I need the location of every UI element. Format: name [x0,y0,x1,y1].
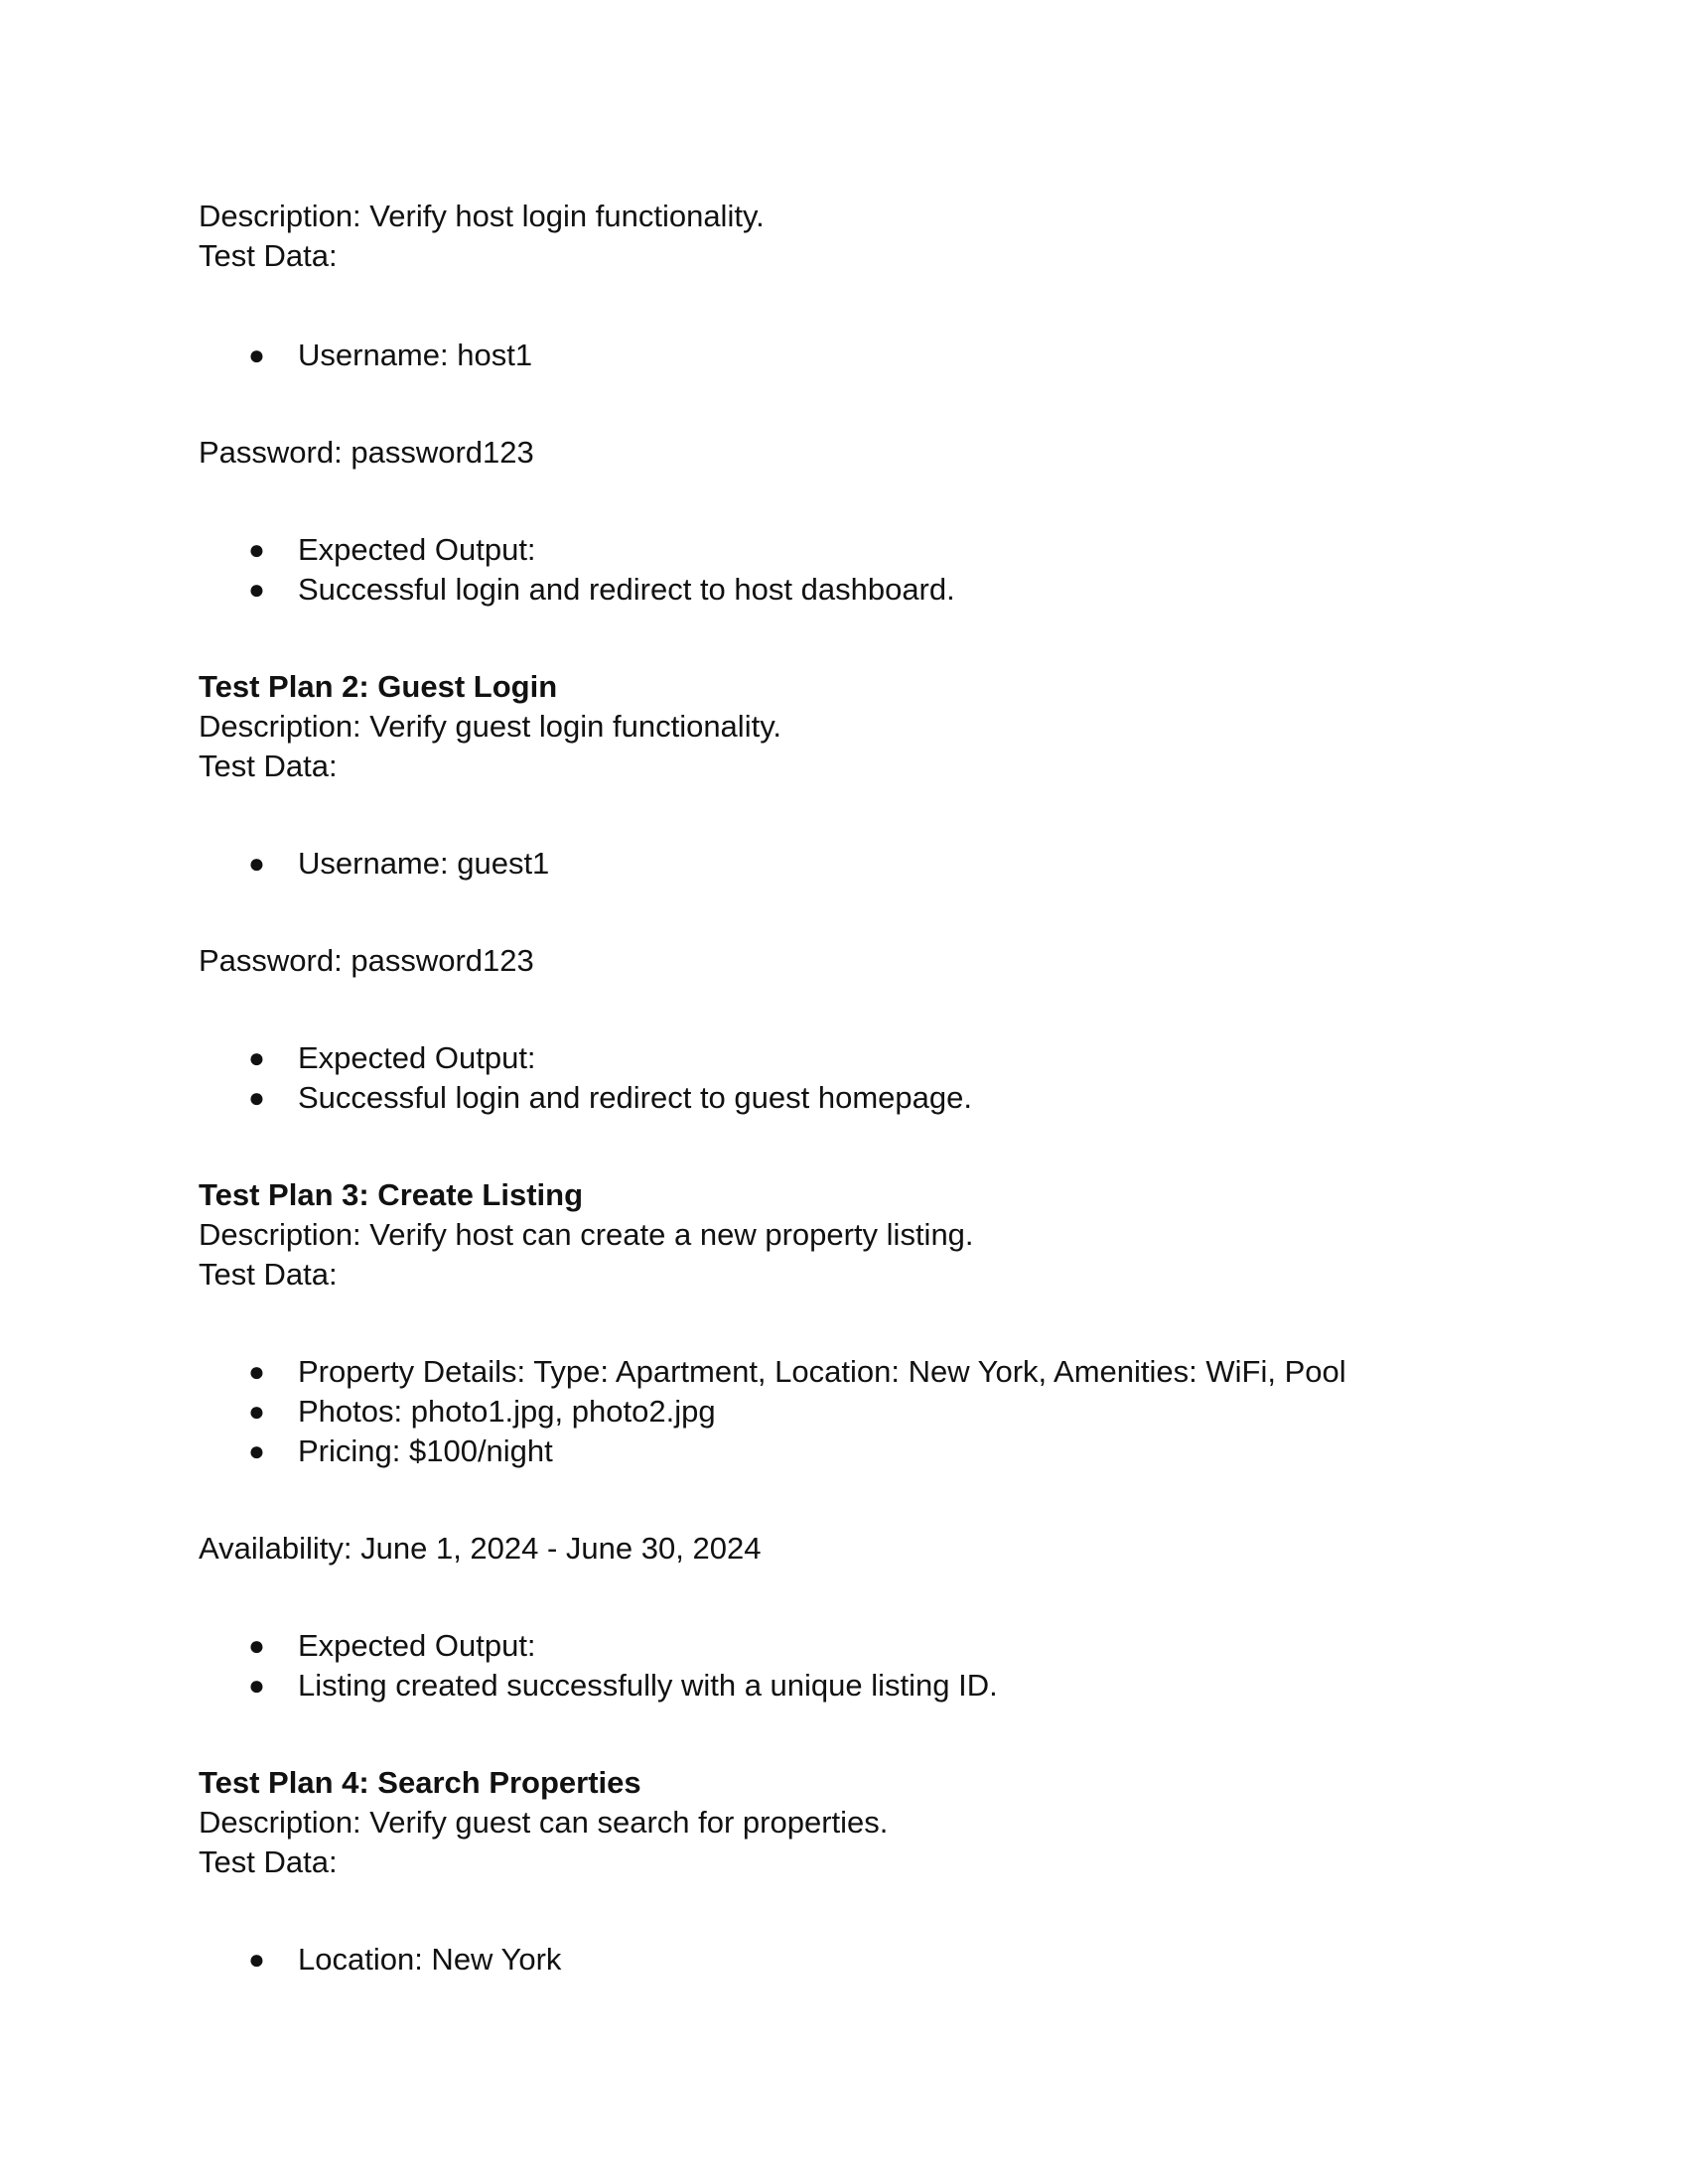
plan4-description: Description: Verify guest can search for properties. [199,1805,889,1840]
bullet-icon: ● [248,1630,265,1661]
bullet-icon: ● [248,848,265,879]
plan4-test-data-label: Test Data: [199,1844,338,1879]
plan3-test-data-label: Test Data: [199,1257,338,1292]
plan2-expected-output: Successful login and redirect to guest homepage. [298,1080,972,1115]
plan2-test-data-label: Test Data: [199,749,338,783]
bullet-icon: ● [248,340,265,370]
plan3-expected-output: Listing created successfully with a unique listing ID. [298,1668,998,1703]
plan4-location: Location: New York [298,1942,562,1977]
plan3-pricing: Pricing: $100/night [298,1433,553,1468]
bullet-icon: ● [248,574,265,605]
bullet-icon: ● [248,1670,265,1701]
bullet-icon: ● [248,1356,265,1387]
plan1-expected-output: Successful login and redirect to host dashboard. [298,572,955,607]
plan3-title: Test Plan 3: Create Listing [199,1177,584,1212]
plan2-password: Password: password123 [199,943,534,978]
plan2-title: Test Plan 2: Guest Login [199,669,558,704]
bullet-icon: ● [248,1396,265,1427]
plan1-username: Username: host1 [298,338,533,372]
bullet-icon: ● [248,534,265,565]
plan3-description: Description: Verify host can create a new property listing. [199,1217,974,1252]
plan3-property-details: Property Details: Type: Apartment, Location: New York, Amenities: WiFi, Pool [298,1354,1346,1389]
bullet-icon: ● [248,1042,265,1073]
plan3-photos: Photos: photo1.jpg, photo2.jpg [298,1394,716,1429]
plan2-expected-label: Expected Output: [298,1040,536,1075]
plan1-password: Password: password123 [199,435,534,470]
plan4-title: Test Plan 4: Search Properties [199,1765,641,1800]
plan3-expected-label: Expected Output: [298,1628,536,1663]
bullet-icon: ● [248,1082,265,1113]
plan2-username: Username: guest1 [298,846,550,881]
plan2-description: Description: Verify guest login functionality. [199,709,782,744]
bullet-icon: ● [248,1435,265,1466]
plan1-description: Description: Verify host login functionality. [199,199,765,233]
plan3-availability: Availability: June 1, 2024 - June 30, 2024 [199,1531,762,1566]
plan1-expected-label: Expected Output: [298,532,536,567]
bullet-icon: ● [248,1944,265,1975]
plan1-test-data-label: Test Data: [199,238,338,273]
